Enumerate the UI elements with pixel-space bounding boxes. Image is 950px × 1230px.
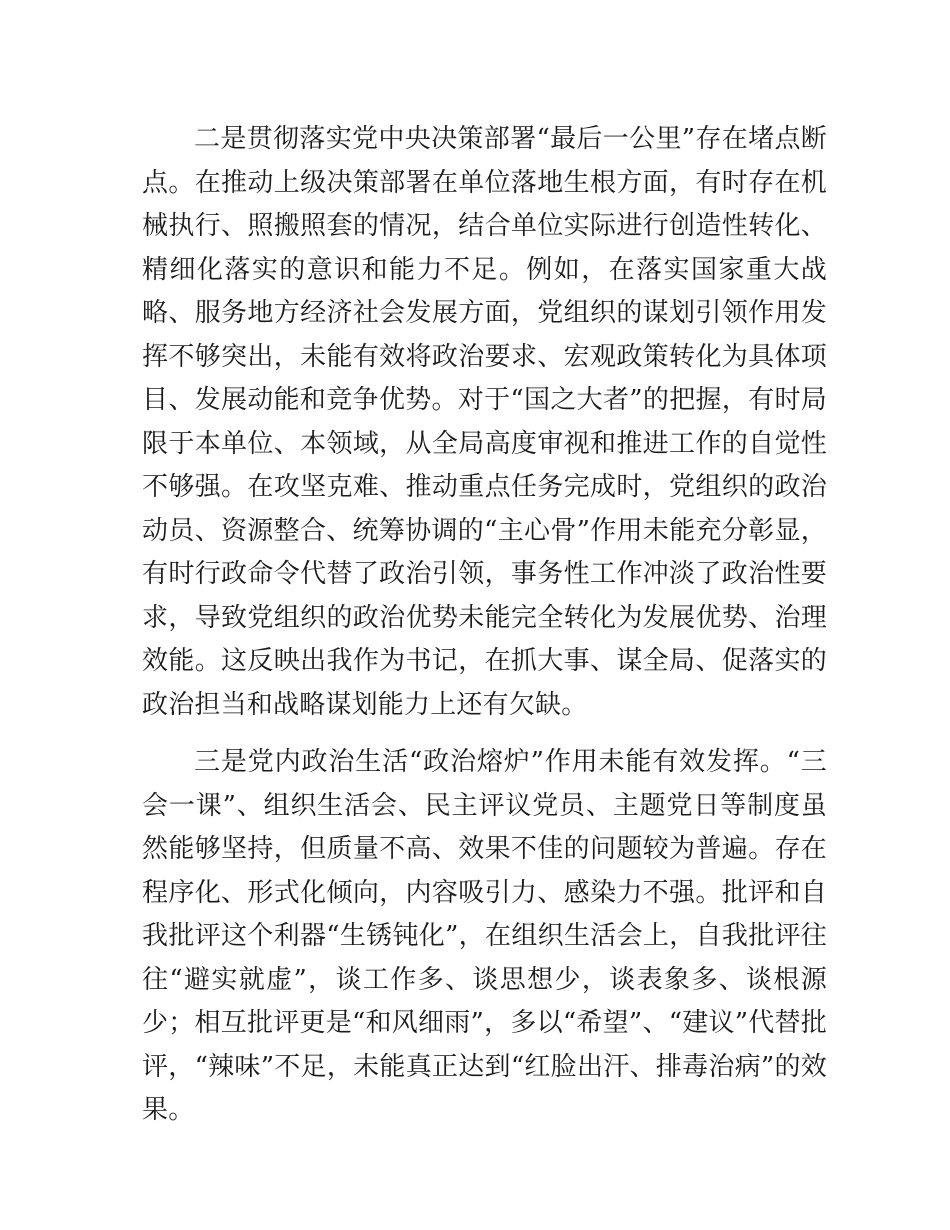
paragraph-third-point: 三是党内政治生活“政治熔炉”作用未能有效发挥。“三会一课”、组织生活会、民主评议党员、主题党日等制度虽然能够坚持，但质量不高、效果不佳的问题较为普遍。存在程序化、形式化倾向，内容吸引力、感染力不强。批评和自我批评这个利器“生锈钝化”，在组织生活会上，自我批评往往“避实就虚”，谈工作多、谈思想少，谈表象多、谈根源少；相互批评更是“和风细雨”，多以“希望”、“建议”代替批评，“辣味”不足，未能真正达到“红脸出汗、排毒治病”的效果。 <box>142 747 827 1125</box>
document-body <box>142 118 827 1133</box>
paragraph-second-point: 二是贯彻落实党中央决策部署“最后一公里”存在堵点断点。在推动上级决策部署在单位落地生根方面，有时存在机械执行、照搬照套的情况，结合单位实际进行创造性转化、精细化落实的意识和能力不足。例如，在落实国家重大战略、服务地方经济社会发展方面，党组织的谋划引领作用发挥不够突出，未能有效将政治要求、宏观政策转化为具体项目、发展动能和竞争优势。对于“国之大者”的把握，有时局限于本单位、本领域，从全局高度审视和推进工作的自觉性不够强。在攻坚克难、推动重点任务完成时，党组织的政治动员、资源整合、统筹协调的“主心骨”作用未能充分彰显，有时行政命令代替了政治引领，事务性工作冲淡了政治性要求，导致党组织的政治优势未能完全转化为发展优势、治理效能。这反映出我作为书记，在抓大事、谋全局、促落实的政治担当和战略谋划能力上还有欠缺。 <box>142 124 827 720</box>
